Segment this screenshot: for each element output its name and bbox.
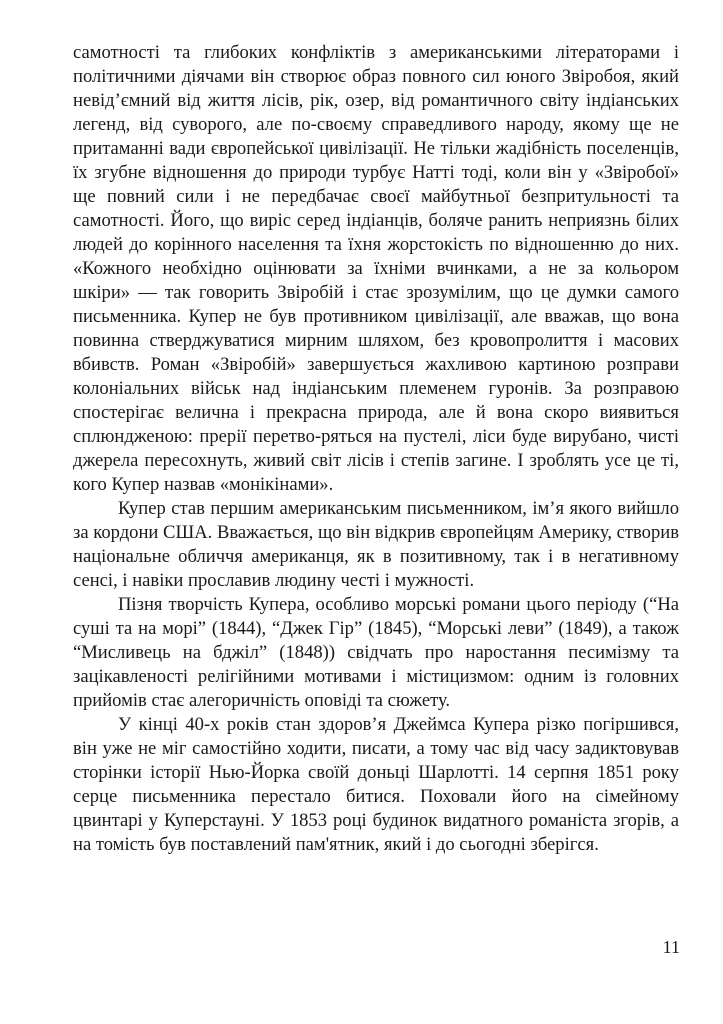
page-number: 11 — [662, 937, 680, 957]
paragraph-2: Купер став першим американським письменником, ім’я якого вийшло за кордони США. Вважається, що він відкрив європейцям Америку, створив національне обличчя американця, як в позитивному, так і в негативному сенсі, і навіки прославив людину честі і мужності. — [73, 498, 679, 591]
page-body — [73, 41, 679, 857]
paragraph-3: Пізня творчість Купера, особливо морські романи цього періоду (“На суші та на морі” (1844), “Джек Гір” (1845), “Морські леви” (1849), а також “Мисливець на бджіл” (1848)) свідчать про наростання песимізму та зацікавленості релігійними мотивами і містицизмом: одним із головних прийомів стає алегоричність оповіді та сюжету. — [73, 594, 679, 711]
paragraph-1: самотності та глибоких конфліктів з американськими літераторами і політичними діячами він створює образ повного сил юного Звіробоя, який невід’ємний від життя лісів, рік, озер, від романтичного світу індіанських легенд, від суворого, але по-своєму справедливого народу, якому ще не притаманні вади європейської цивілізації. Не тільки жадібність поселенців, їх згубне відношення до природи турбує Натті тоді, коли він у «Звіробої» ще повний сили і не передбачає своєї майбутньої безпритульності та самотності. Його, що виріс серед індіанців, боляче ранить неприязнь білих людей до корінного населення та їхня жорстокість по відношенню до них. «Кожного необхідно оцінювати за їхніми вчинками, а не за кольором шкіри» — так говорить Звіробій і стає зрозумілим, що це думки самого письменника. Купер не був противником цивілізації, але вважав, що вона повинна стверджуватися мирним шляхом, без кровопролиття і масових вбивств. Роман «Звіробій» завершується жахливою картиною розправи колоніальних військ над індіанським племенем гуронів. За розправою спостерігає велична і прекрасна природа, але й вона скоро виявиться сплюндженою: прерії перетво-ряться на пустелі, ліси буде вирубано, чисті джерела пересохнуть, живий світ лісів і степів загине. І зроблять усе це ті, кого Купер назвав «монікінами». — [73, 42, 679, 495]
paragraph-4: У кінці 40-х років стан здоров’я Джеймса Купера різко погіршився, він уже не міг самостійно ходити, писати, а тому час від часу задиктовував сторінки історії Нью-Йорка своїй доньці Шарлотті. 14 серпня 1851 року серце письменника перестало битися. Поховали його на сімейному цвинтарі у Куперстауні. У 1853 році будинок видатного романіста згорів, а на томість був поставлений пам'ятник, який і до сьогодні зберігся. — [73, 714, 679, 855]
